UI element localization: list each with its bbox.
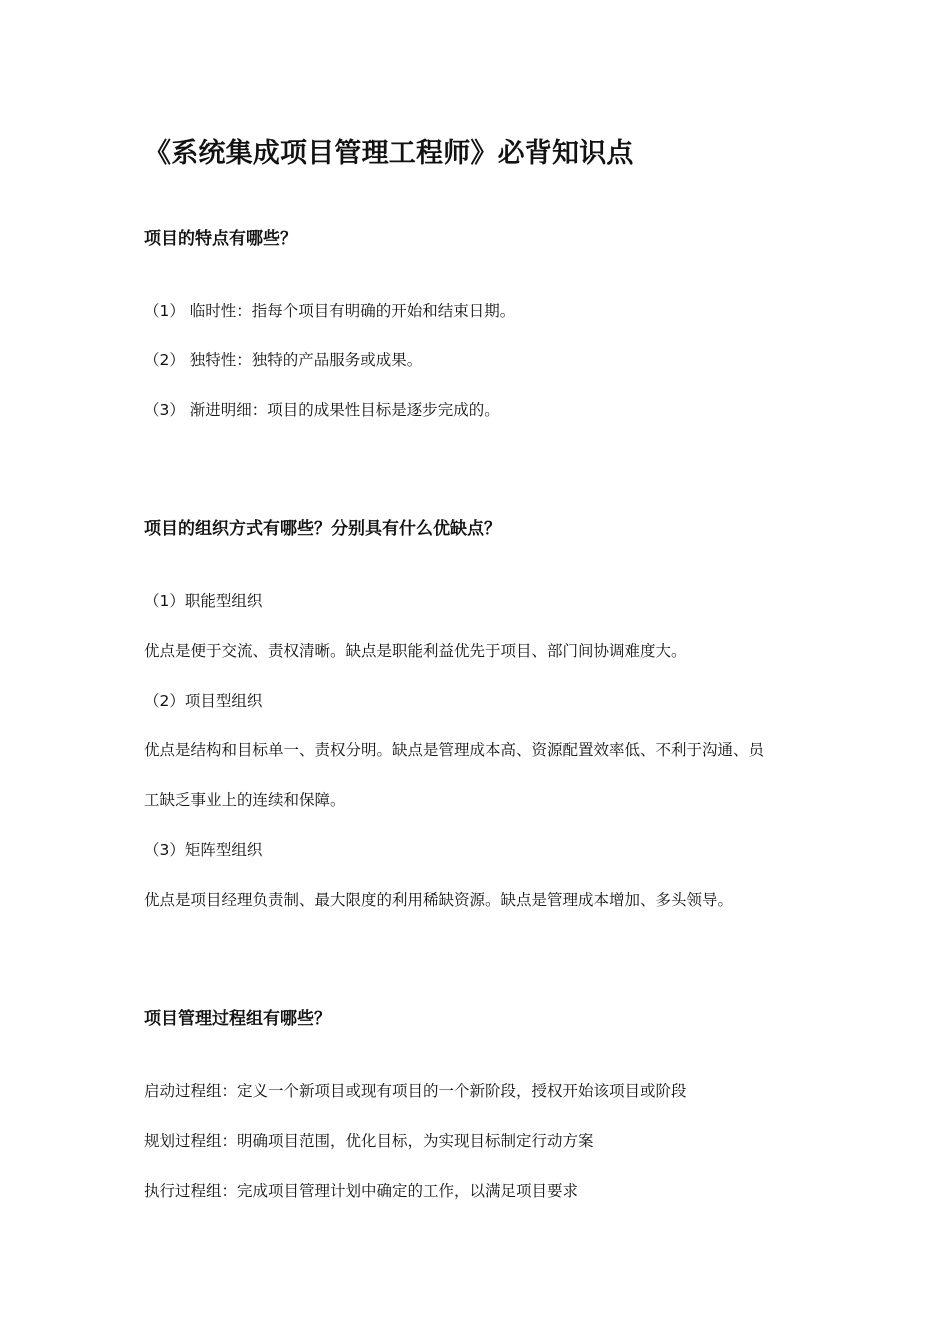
paragraph-line: 规划过程组：明确项目范围，优化目标，为实现目标制定行动方案 [144,1132,594,1150]
section-heading-project-features: 项目的特点有哪些？ [144,229,297,249]
paragraph-line: （1） 临时性：指每个项目有明确的开始和结束日期。 [144,302,516,320]
paragraph-line: 优点是项目经理负责制、最大限度的利用稀缺资源。缺点是管理成本增加、多头领导。 [144,891,734,909]
paragraph-line: （1）职能型组织 [144,592,263,610]
section-heading-organization-types: 项目的组织方式有哪些？分别具有什么优缺点？ [144,519,501,539]
paragraph-line: （2） 独特性：独特的产品服务或成果。 [144,351,423,369]
paragraph-line: 执行过程组：完成项目管理计划中确定的工作，以满足项目要求 [144,1182,579,1200]
paragraph-line: （2）项目型组织 [144,692,263,710]
paragraph-line: 优点是结构和目标单一、责权分明。缺点是管理成本高、资源配置效率低、不利于沟通、员 [144,741,765,759]
page-title: 《系统集成项目管理工程师》必背知识点 [144,138,634,169]
section-heading-process-groups: 项目管理过程组有哪些？ [144,1009,331,1029]
paragraph-line: （3） 渐进明细：项目的成果性目标是逐步完成的。 [144,401,500,419]
paragraph-line: 启动过程组：定义一个新项目或现有项目的一个新阶段，授权开始该项目或阶段 [144,1082,687,1100]
paragraph-line: 优点是便于交流、责权清晰。缺点是职能利益优先于项目、部门间协调难度大。 [144,642,687,660]
paragraph-line: 工缺乏事业上的连续和保障。 [144,791,346,809]
paragraph-line: （3）矩阵型组织 [144,841,263,859]
